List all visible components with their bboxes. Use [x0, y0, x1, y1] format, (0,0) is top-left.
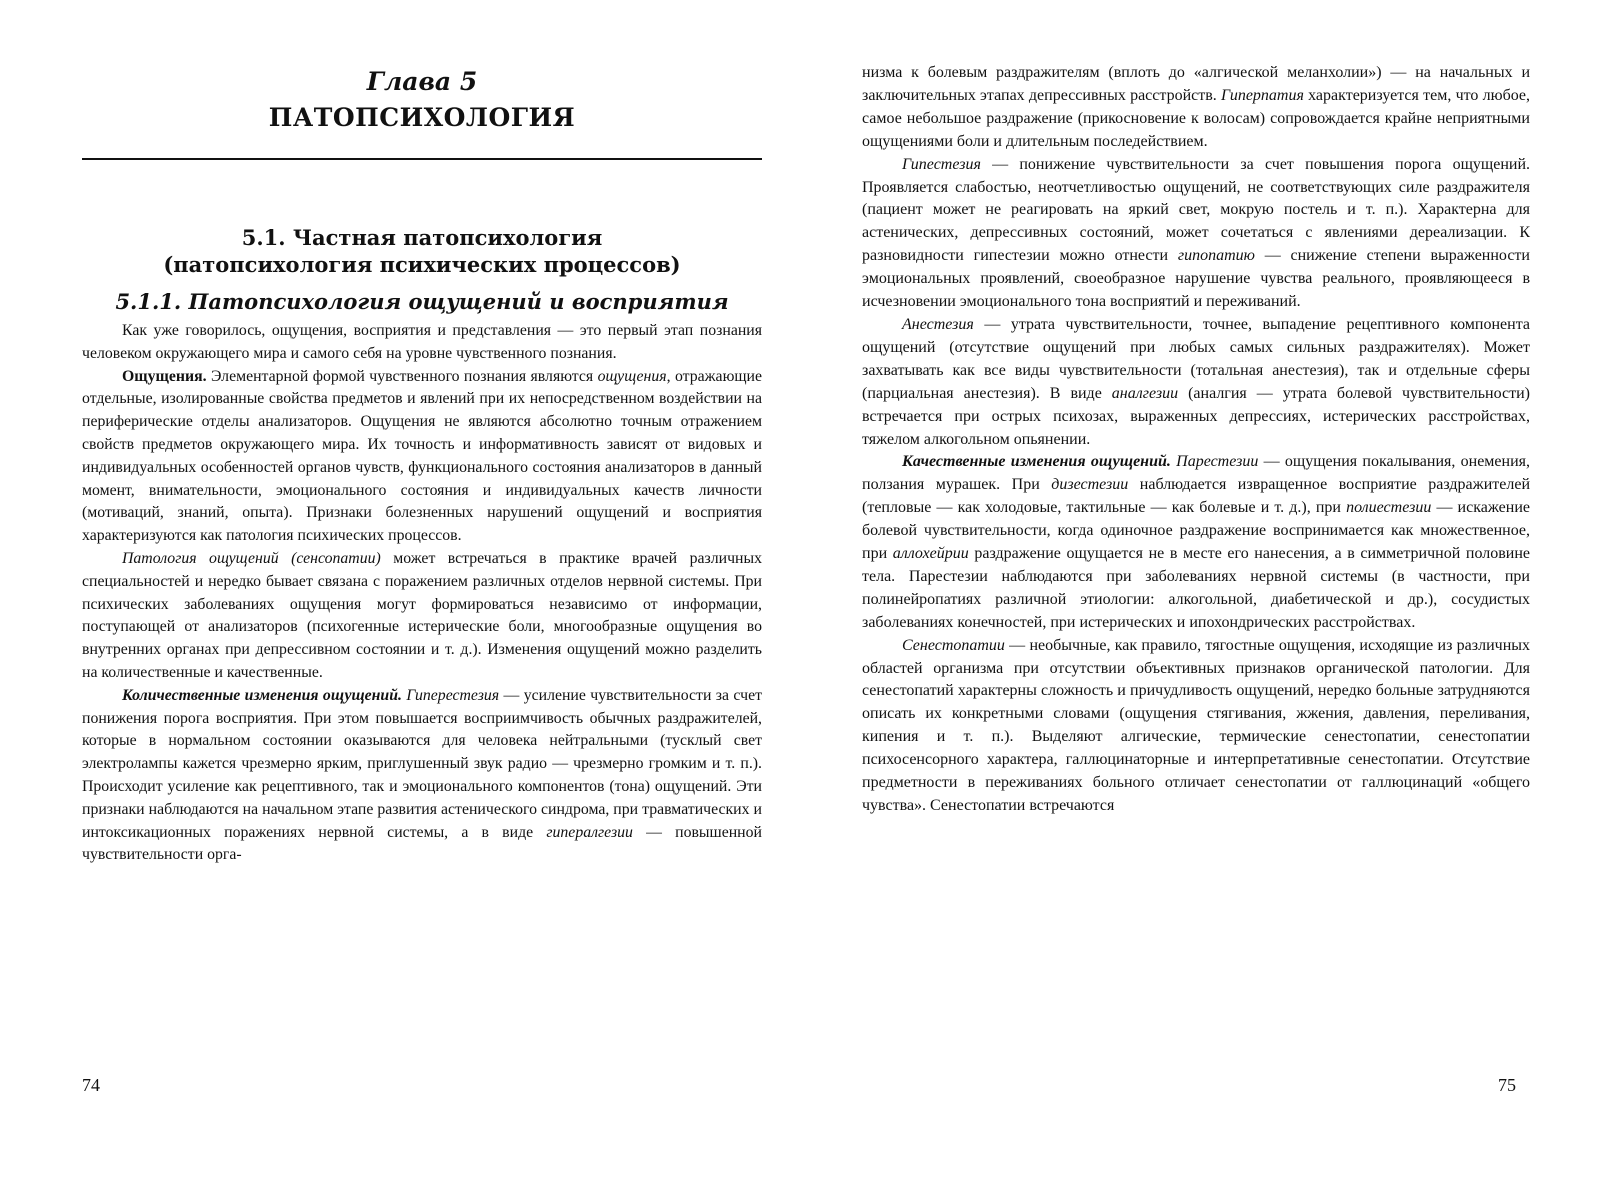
chapter-title: ПАТОПСИХОЛОГИЯ [268, 103, 576, 132]
paragraph: Анестезия — утрата чувствительности, точнее, выпадение рецептивного компонента ощущений (отсутствие ощущений при любых самых сильных раздражителях). Может захватывать как все виды чувствительности (тотальная анестезия), так и отдельные сферы (парциальная анестезия). В виде аналгезии (аналгия — утрата болевой чувствительности) встречается при острых психозах, выраженных депрессиях, истерических расстройствах, тяжелом алкогольном опьянении. [862, 315, 1530, 448]
paragraph: Сенестопатии — необычные, как правило, тягостные ощущения, исходящие из различных областей организма при отсутствии объективных признаков органической патологии. Для сенестопатий характерны сложность и причудливость ощущений, нередко больные затрудняются описать их конкретными словами (ощущения стягивания, жжения, давления, переливания, кипения и т. п.). Выделяют алгические, термические сенестопатии, сенестопатии психосенсорного характера, галлюцинаторные и интерпретативные сенестопатии. Отсутствие предметности в переживаниях больного отличает сенестопатии от галлюцинаций «общего чувства». Сенестопатии встречаются [862, 636, 1530, 814]
paragraph: Ощущения. Элементарной формой чувственного познания являются ощущения, отражающие отдельные, изолированные свойства предметов и явлений при их непосредственном воздействии на периферические отделы анализаторов. Ощущения не являются абсолютно точным отражением свойств предметов окружающего мира. Их точность и информативность зависят от видовых и индивидуальных особенностей органов чувств, функционального состояния анализаторов в данный момент, внимательности, эмоционального состояния и индивидуальных качеств личности (мотиваций, знаний, опыта). Признаки болезненных нарушений ощущений и восприятия характеризуются как патология психических процессов. [82, 367, 762, 545]
section-title-line-2: (патопсихология психических процессов) [163, 252, 681, 277]
paragraph: Гипестезия — понижение чувствительности за счет повышения порога ощущений. Проявляется слабостью, неотчетливостью ощущений, не соответствующих силе раздражителя (пациент может не реагировать на яркий свет, мокрую постель и т. п.). Характерна для астенических, депрессивных состояний, может сочетаться с явлениями дереализации. К разновидности гипестезии можно отнести гипопатию — снижение степени выраженности эмоциональных проявлений, своеобразное нарушение чувства реального, проявляющееся в исчезновении эмоционального тона восприятий и переживаний. [862, 155, 1530, 311]
paragraph: низма к болевым раздражителям (вплоть до «алгической меланхолии») — на начальных и заключительных этапах депрессивных расстройств. Гиперпатия характеризуется тем, что любое, самое небольшое раздражение (прикосновение к волосам) сопровождается крайне неприятными ощущениями боли и длительным последействием. [862, 64, 1530, 150]
right-page [862, 62, 1530, 818]
left-page [82, 62, 762, 867]
chapter-rule [82, 158, 762, 160]
paragraph: Как уже говорилось, ощущения, восприятия и представления — это первый этап познания человеком окружающего мира и самого себя на уровне чувственного познания. [82, 322, 762, 362]
paragraph: Количественные изменения ощущений. Гиперестезия — усиление чувствительности за счет понижения порога восприятия. При этом повышается восприимчивость обычных раздражителей, которые в нормальном состоянии оказываются для человека нейтральными (тусклый свет электролампы кажется чрезмерно ярким, приглушенный звук радио — чрезмерно громким и т. п.). Происходит усиление как рецептивного, так и эмоционального компонентов (тона) ощущений. Эти признаки наблюдаются на начальном этапе развития астенического синдрома, при травматических и интоксикационных поражениях нервной системы, а в виде гипералгезии — повышенной чувствительности орга- [82, 686, 762, 864]
paragraph: Качественные изменения ощущений. Парестезии — ощущения покалывания, онемения, ползания мурашек. При дизестезии наблюдается извращенное восприятие раздражителей (тепловые — как холодовые, тактильные — как болевые и т. д.), при полиестезии — искажение болевой чувствительности, когда одиночное раздражение воспринимается как множественное, при аллохейрии раздражение ощущается не в месте его нанесения, а в симметричной половине тела. Парестезии наблюдаются при заболеваниях нервной системы (в частности, при полинейропатиях различной этиологии: алкогольной, диабетической и др.), сосудистых заболеваниях конечностей, при истерических и ипохондрических расстройствах. [862, 453, 1531, 631]
page-number-left: 74 [82, 1075, 100, 1095]
page-number-right: 75 [1498, 1075, 1516, 1095]
subsection-title: 5.1.1. Патопсихология ощущений и восприятия [115, 289, 729, 314]
section-title-line-1: 5.1. Частная патопсихология [241, 225, 603, 250]
section-title [82, 224, 762, 278]
paragraph: Патология ощущений (сенсопатии) может встречаться в практике врачей различных специальностей и нередко бывает связана с поражением различных отделов нервной системы. При психических заболеваниях ощущения могут формироваться независимо от информации, поступающей от анализаторов (психогенные истерические боли, многообразные ощущения во внутренних органах при депрессивном состоянии и т. д.). Изменения ощущений можно разделить на количественные и качественные. [82, 549, 762, 681]
chapter-number: Глава 5 [366, 67, 478, 96]
